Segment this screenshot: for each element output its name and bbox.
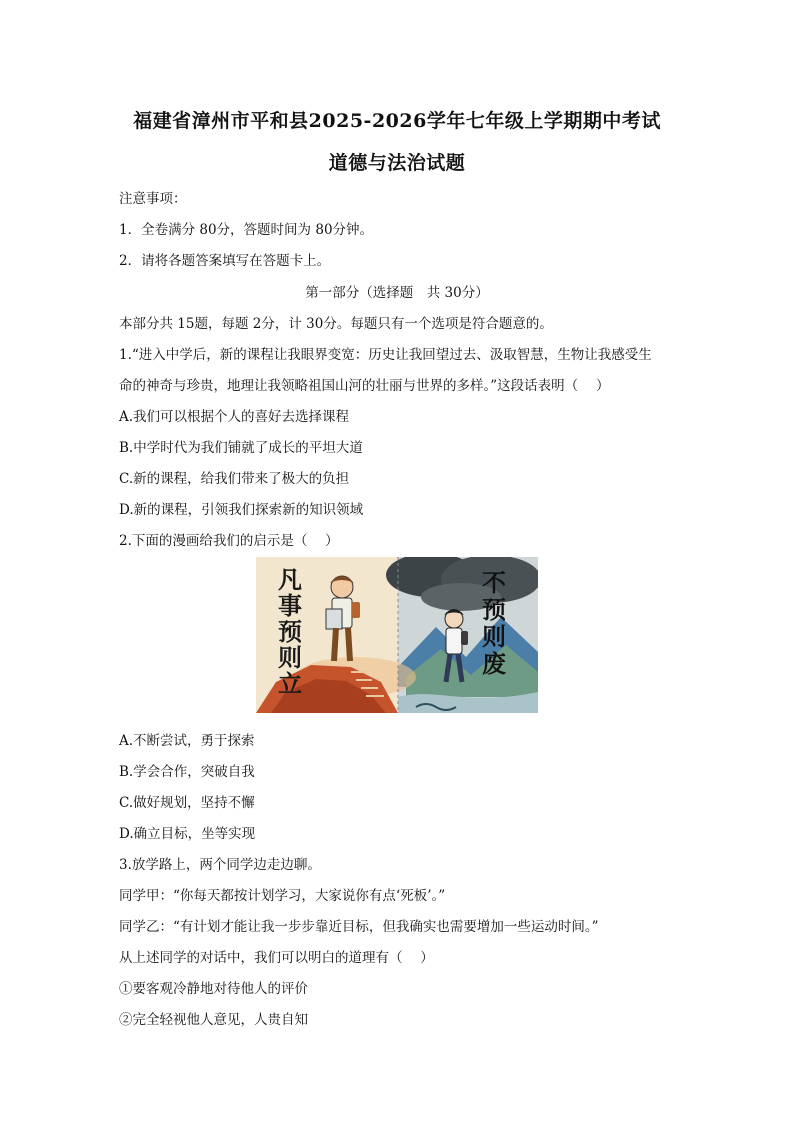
section-title: 第一部分（选择题 共 30分） (305, 285, 489, 301)
exam-subject: 道德与法治试题 (328, 152, 466, 174)
notes-heading: 注意事项： (119, 191, 187, 207)
q3-stem: 3.放学路上，两个同学边走边聊。 (119, 857, 321, 873)
q1-option-b: B.中学时代为我们铺就了成长的平坦大道 (119, 440, 363, 456)
q3-speaker-b: 同学乙：“有计划才能让我一步步靠近目标，但我确实也需要增加一些运动时间。” (119, 919, 599, 935)
q1-option-a: A.我们可以根据个人的喜好去选择课程 (119, 409, 350, 425)
q2-stem: 2.下面的漫画给我们的启示是（ ） (119, 533, 339, 549)
q2-option-d: D.确立目标，坐等实现 (119, 826, 256, 842)
q1-option-d: D.新的课程，引领我们探索新的知识领域 (119, 502, 364, 518)
comic-illustration (256, 557, 538, 713)
q1-stem-line1: 1.“进入中学后，新的课程让我眼界变宽：历史让我回望过去、汲取智慧，生物让我感受生 (119, 347, 652, 363)
section-intro: 本部分共 15题，每题 2分，计 30分。每题只有一个选项是符合题意的。 (119, 316, 553, 332)
note-item-2: 2．请将各题答案填写在答题卡上。 (119, 253, 331, 269)
note-item-1: 1．全卷满分 80分，答题时间为 80分钟。 (119, 222, 374, 238)
q2-option-c: C.做好规划，坚持不懈 (119, 795, 255, 811)
exam-title: 福建省漳州市平和县2025-2026学年七年级上学期期中考试 (133, 110, 661, 132)
q3-speaker-a: 同学甲：“你每天都按计划学习，大家说你有点‘死板’。” (119, 888, 446, 904)
q3-statement-1: ①要客观冷静地对待他人的评价 (119, 981, 308, 997)
q3-statement-2: ②完全轻视他人意见，人贵自知 (119, 1012, 308, 1028)
comic-left-caption: 凡事预则立 (278, 565, 302, 698)
q1-stem-line2: 命的神奇与珍贵，地理让我领略祖国山河的壮丽与世界的多样。”这段话表明（ ） (119, 378, 610, 394)
q1-option-c: C.新的课程，给我们带来了极大的负担 (119, 471, 350, 487)
q3-question: 从上述同学的对话中，我们可以明白的道理有（ ） (119, 950, 434, 966)
comic-right-caption: 不预则废 (482, 568, 506, 678)
q2-option-a: A.不断尝试，勇于探索 (119, 733, 255, 749)
q2-option-b: B.学会合作，突破自我 (119, 764, 255, 780)
